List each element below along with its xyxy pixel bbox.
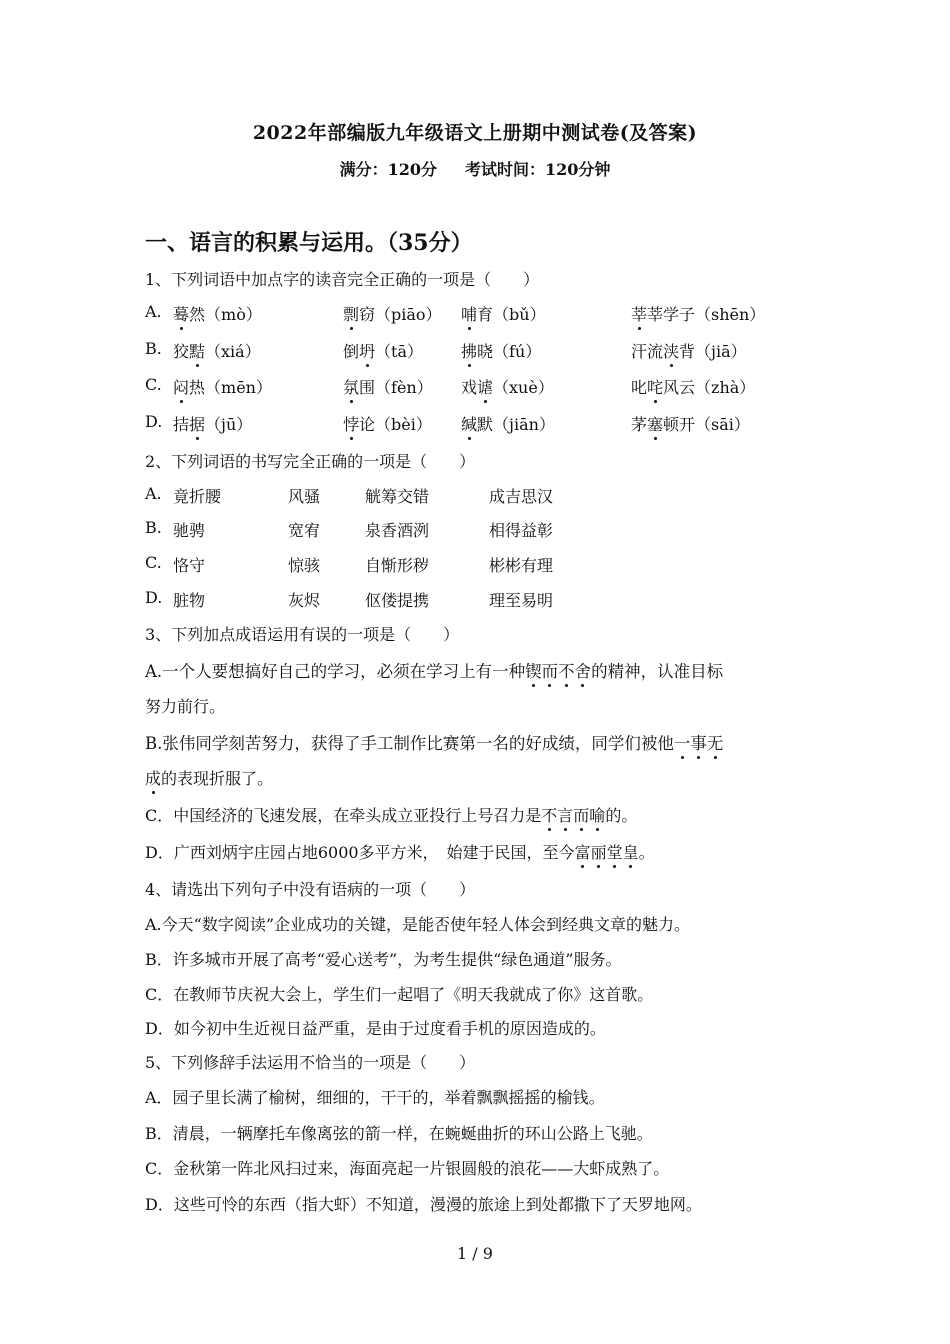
section-heading-1: 一、语言的积累与运用。（35分）: [145, 230, 473, 256]
dotted-char: 富: [575, 840, 591, 863]
option-label: A.: [145, 302, 162, 321]
option-word: 倒坍（tā）: [343, 339, 423, 362]
option-word: 茅塞顿开（sāi）: [631, 412, 750, 435]
option-word: 理至易明: [489, 591, 554, 610]
dotted-char: 成: [145, 766, 161, 789]
option-word: 竟折腰: [173, 487, 222, 506]
option-word: 缄默（jiān）: [461, 412, 555, 435]
dotted-char: 坍: [359, 339, 375, 362]
option-word: 汗流浃背（jiā）: [631, 339, 747, 362]
dotted-char: 事: [690, 730, 707, 754]
option-word: 蓦然（mò）: [173, 302, 262, 325]
option-word: 觥筹交错: [365, 487, 430, 506]
question-4-option-c: C．在教师节庆祝大会上，学生们一起唱了《明天我就成了你》这首歌。: [145, 985, 654, 1004]
question-4-stem: 4、请选出下列句子中没有语病的一项（ ）: [145, 880, 476, 899]
dotted-char: 莘: [631, 302, 647, 325]
dotted-char: 闷: [173, 375, 189, 398]
option-word: 风骚: [288, 487, 321, 506]
doc-title: 2022年部编版九年级语文上册期中测试卷(及答案): [252, 122, 698, 144]
question-3-option-b: B.张伟同学刻苦努力，获得了手工制作比赛第一名的好成绩，同学们被他一事无: [145, 730, 723, 754]
option-word: 悖论（bèi）: [343, 412, 432, 435]
dotted-char: 言: [557, 803, 573, 826]
option-word: 剽窃（piāo）: [343, 302, 442, 325]
question-4-option-a: A.今天“数字阅读”企业成功的关键，是能否使年轻人体会到经典文章的魅力。: [145, 915, 691, 934]
question-5-option-d: D．这些可怜的东西（指大虾）不知道，漫漫的旅途上到处都撒下了天罗地网。: [145, 1195, 702, 1214]
option-word: 哺育（bǔ）: [461, 302, 546, 325]
dotted-idiom: [541, 806, 605, 825]
dotted-char: 皇: [623, 840, 639, 863]
dotted-char: 缄: [461, 412, 477, 435]
option-word: 氛围（fèn）: [343, 375, 433, 398]
option-word: 惊骇: [288, 556, 321, 575]
dotted-char: 不: [541, 803, 557, 826]
option-label: C.: [145, 375, 162, 394]
dotted-char: 据: [189, 412, 205, 435]
option-word: 莘莘学子（shēn）: [631, 302, 765, 325]
dotted-char: 黠: [189, 339, 205, 362]
option-word: 泉香酒洌: [365, 521, 430, 540]
score-label: 满分：120分: [339, 160, 437, 179]
dotted-idiom: [674, 734, 724, 753]
option-word: 拮据（jū）: [173, 412, 252, 435]
dotted-char: 剽: [343, 302, 359, 325]
question-5-option-a: A．园子里长满了榆树，细细的，干干的，举着飘飘摇摇的榆钱。: [145, 1088, 605, 1107]
dotted-idiom: [525, 662, 591, 681]
dotted-char: 蓦: [173, 302, 189, 325]
option-label: A.: [145, 484, 162, 503]
dotted-char: 喻: [589, 803, 605, 826]
option-word: 恪守: [173, 556, 206, 575]
option-word: 戏谑（xuè）: [461, 375, 554, 398]
dotted-char: 丽: [591, 840, 607, 863]
page-number: 1 / 9: [457, 1244, 493, 1263]
option-label: D.: [145, 412, 163, 431]
option-word: 伛偻提携: [365, 591, 430, 610]
question-4-option-d: D．如今初中生近视日益严重，是由于过度看手机的原因造成的。: [145, 1019, 606, 1038]
dotted-char: 而: [542, 658, 559, 682]
dotted-idiom-cont: [145, 769, 161, 788]
option-word: 自惭形秽: [365, 556, 430, 575]
question-3-option-a: A.一个人要想搞好自己的学习，必须在学习上有一种锲而不舍的精神，认准目标: [145, 658, 723, 682]
option-word: 闷热（mēn）: [173, 375, 272, 398]
dotted-char: 而: [573, 803, 589, 826]
dotted-char: 哺: [461, 302, 477, 325]
dotted-char: 一: [674, 730, 691, 754]
option-label: B.: [145, 339, 162, 358]
option-word: 灰烬: [288, 591, 321, 610]
option-word: 驰骋: [173, 521, 206, 540]
question-3-option-a-cont: 努力前行。: [145, 697, 226, 716]
option-word: 彬彬有理: [489, 556, 554, 575]
option-label: C.: [145, 553, 162, 572]
dotted-char: 拂: [461, 339, 477, 362]
option-word: 狡黠（xiá）: [173, 339, 261, 362]
doc-subtitle: [0, 157, 950, 180]
dotted-char: 塞: [647, 412, 663, 435]
option-word: 宽宥: [288, 521, 321, 540]
question-3-option-d: D．广西刘炳宇庄园占地6000多平方米， 始建于民国，至今富丽堂皇。: [145, 840, 655, 863]
dotted-char: 不: [558, 658, 575, 682]
time-label: 考试时间：120分钟: [465, 160, 611, 179]
dotted-char: 无: [707, 730, 724, 754]
question-3-option-c: C．中国经济的飞速发展，在牵头成立亚投行上号召力是不言而喻的。: [145, 803, 637, 826]
question-3-stem: 3、下列加点成语运用有误的一项是（ ）: [145, 625, 460, 644]
dotted-char: 堂: [607, 840, 623, 863]
question-5-option-b: B．清晨，一辆摩托车像离弦的箭一样，在蜿蜒曲折的环山公路上飞驰。: [145, 1124, 653, 1143]
dotted-char: 锲: [525, 658, 542, 682]
option-word: 叱咤风云（zhà）: [631, 375, 755, 398]
option-label: D.: [145, 588, 163, 607]
dotted-char: 舍: [575, 658, 592, 682]
dotted-idiom: [575, 843, 639, 862]
question-2-stem: 2、下列词语的书写完全正确的一项是（ ）: [145, 452, 476, 471]
question-5-option-c: C．金秋第一阵北风扫过来，海面亮起一片银圆般的浪花——大虾成熟了。: [145, 1159, 670, 1178]
option-word: 拂晓（fú）: [461, 339, 541, 362]
dotted-char: 咤: [647, 375, 663, 398]
question-1-stem: 1、下列词语中加点字的读音完全正确的一项是（ ）: [145, 270, 540, 289]
option-label: B.: [145, 518, 162, 537]
option-word: 相得益彰: [489, 521, 554, 540]
dotted-char: 浃: [663, 339, 679, 362]
question-4-option-b: B．许多城市开展了高考“爱心送考”，为考生提供“绿色通道”服务。: [145, 950, 622, 969]
option-word: 成吉思汉: [489, 487, 554, 506]
dotted-char: 悖: [343, 412, 359, 435]
dotted-char: 谑: [477, 375, 493, 398]
question-5-stem: 5、下列修辞手法运用不恰当的一项是（ ）: [145, 1053, 476, 1072]
dotted-char: 氛: [343, 375, 359, 398]
option-word: 脏物: [173, 591, 206, 610]
question-3-option-b-cont: 成的表现折服了。: [145, 766, 273, 789]
